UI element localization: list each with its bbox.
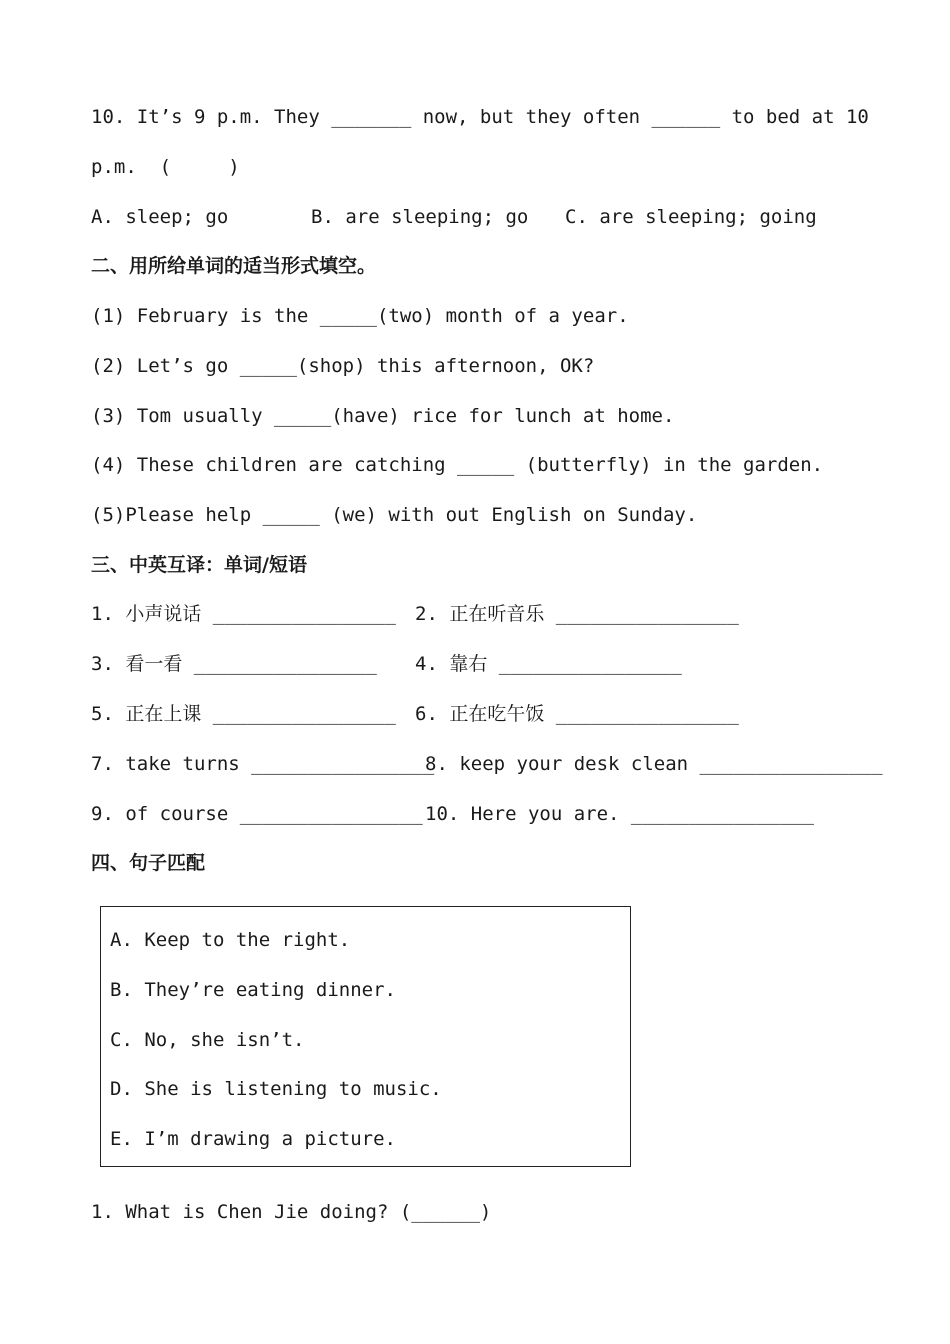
section3-right-item: 10. Here you are. ________________: [425, 803, 814, 825]
q10-option-a: A. sleep; go: [91, 206, 229, 228]
section3-right-item: 4. 靠右 ________________: [415, 653, 682, 675]
section2-item: (1) February is the _____(two) month of a year.: [91, 305, 629, 327]
section3-left-item: 7. take turns ________________: [91, 753, 435, 775]
section3-left-item: 5. 正在上课 ________________: [91, 703, 396, 725]
q10-line1: 10. It’s 9 p.m. They _______ now, but they often ______ to bed at 10: [91, 106, 869, 128]
option-item: A. Keep to the right.: [110, 929, 351, 951]
option-item: E. I’m drawing a picture.: [110, 1128, 396, 1150]
section3-left-item: 3. 看一看 ________________: [91, 653, 377, 675]
section2-item: (5)Please help _____ (we) with out English on Sunday.: [91, 504, 698, 526]
section2-item: (2) Let’s go _____(shop) this afternoon, OK?: [91, 355, 595, 377]
options-box: [100, 906, 631, 1167]
q10-option-c: C. are sleeping; going: [565, 206, 817, 228]
section3-right-item: 8. keep your desk clean ________________: [425, 753, 883, 775]
section3-right-item: 2. 正在听音乐 ________________: [415, 603, 739, 625]
q10-option-b: B. are sleeping; go: [311, 206, 529, 228]
section3-heading: 三、中英互译：单词/短语: [91, 554, 307, 576]
section3-left-item: 1. 小声说话 ________________: [91, 603, 396, 625]
section4-heading: 四、句子匹配: [91, 852, 206, 874]
section3-left-item: 9. of course ________________: [91, 803, 423, 825]
option-item: D. She is listening to music.: [110, 1078, 442, 1100]
section2-item: (3) Tom usually _____(have) rice for lunch at home.: [91, 405, 675, 427]
option-item: C. No, she isn’t.: [110, 1029, 305, 1051]
option-item: B. They’re eating dinner.: [110, 979, 396, 1001]
section2-item: (4) These children are catching _____ (butterfly) in the garden.: [91, 454, 824, 476]
section3-right-item: 6. 正在吃午饭 ________________: [415, 703, 739, 725]
section2-heading: 二、用所给单词的适当形式填空。: [91, 255, 377, 277]
section4-question: 1. What is Chen Jie doing? (______): [91, 1201, 492, 1223]
q10-line2: p.m. ( ): [91, 156, 240, 178]
